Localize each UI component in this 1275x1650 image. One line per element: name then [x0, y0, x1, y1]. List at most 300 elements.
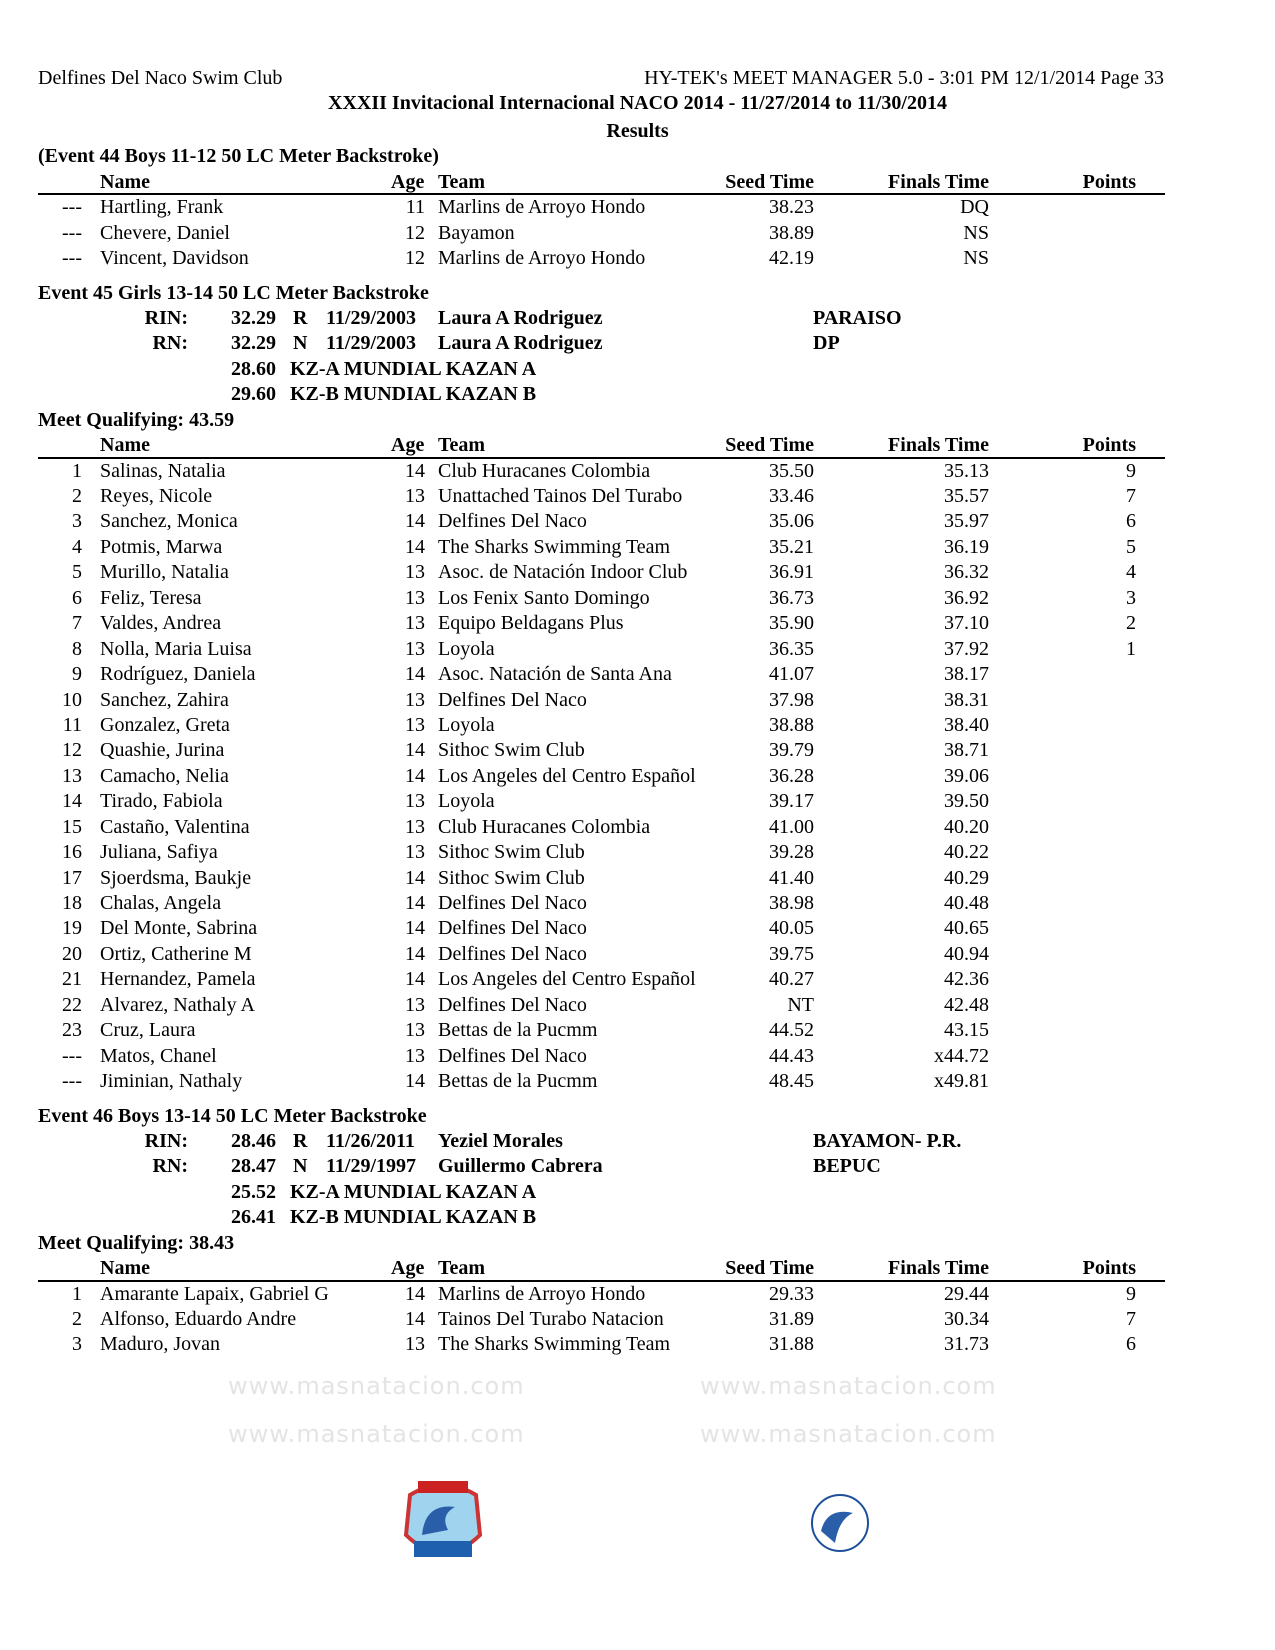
col-team: Team [438, 434, 486, 457]
record-holder: KZ-A MUNDIAL KAZAN A [290, 1180, 537, 1203]
table-row [0, 560, 1275, 585]
place: 11 [62, 713, 82, 736]
table-row [0, 764, 1275, 789]
points: 6 [1126, 1333, 1136, 1356]
record-label: RN: [152, 332, 188, 355]
swimmer-name: Murillo, Natalia [100, 561, 229, 584]
col-points: Points [1082, 170, 1136, 193]
record-row [0, 331, 1275, 356]
finals-time: 40.65 [944, 917, 989, 940]
age: 14 [405, 1070, 425, 1093]
age: 13 [405, 841, 425, 864]
swimmer-name: Cruz, Laura [100, 1019, 196, 1042]
finals-time: 42.36 [944, 968, 989, 991]
team: Bettas de la Pucmm [438, 1070, 598, 1093]
age: 14 [405, 510, 425, 533]
age: 14 [405, 942, 425, 965]
finals-time: DQ [960, 196, 989, 219]
points: 9 [1126, 459, 1136, 482]
age: 14 [405, 764, 425, 787]
seed-time: 40.05 [769, 917, 814, 940]
finals-time: 37.10 [944, 612, 989, 635]
column-header-row [38, 1256, 1165, 1281]
swimmer-name: Camacho, Nelia [100, 764, 229, 787]
table-row [0, 688, 1275, 713]
place: --- [62, 196, 82, 219]
points: 9 [1126, 1282, 1136, 1305]
finals-time: x44.72 [934, 1044, 989, 1067]
meet-qualifying [0, 1231, 1275, 1256]
table-row [0, 866, 1275, 891]
meet-logo [400, 1475, 486, 1577]
team: Delfines Del Naco [438, 510, 587, 533]
table-row [0, 221, 1275, 246]
age: 13 [405, 1044, 425, 1067]
team: Asoc. de Natación Indoor Club [438, 561, 688, 584]
points: 5 [1126, 535, 1136, 558]
col-points: Points [1082, 434, 1136, 457]
age: 11 [405, 196, 425, 219]
finals-time: 40.94 [944, 942, 989, 965]
swimmer-name: Tirado, Fabiola [100, 790, 223, 813]
record-time: 32.29 [231, 306, 276, 329]
table-row [0, 1332, 1275, 1357]
team: Sithoc Swim Club [438, 739, 585, 762]
place: 22 [62, 993, 82, 1016]
table-row [0, 1018, 1275, 1043]
col-age: Age [391, 434, 425, 457]
finals-time: 35.97 [944, 510, 989, 533]
place: 5 [72, 561, 82, 584]
record-row [0, 357, 1275, 382]
table-row [0, 662, 1275, 687]
seed-time: 39.28 [769, 841, 814, 864]
place: 3 [72, 1333, 82, 1356]
age: 13 [405, 713, 425, 736]
col-finals: Finals Time [888, 434, 989, 457]
age: 13 [405, 612, 425, 635]
points: 7 [1126, 1308, 1136, 1330]
record-time: 32.29 [231, 332, 276, 355]
place: 4 [72, 535, 82, 558]
place: 1 [72, 1282, 82, 1305]
results-page [0, 66, 1275, 1358]
team: Bayamon [438, 221, 515, 244]
place: 16 [62, 841, 82, 864]
record-flag: N [293, 332, 308, 355]
event-title-text: Event 46 Boys 13-14 50 LC Meter Backstroke [38, 1104, 427, 1127]
team: Sithoc Swim Club [438, 866, 585, 889]
age: 14 [405, 663, 425, 686]
finals-time: 43.15 [944, 1019, 989, 1042]
club-logo [805, 1485, 875, 1561]
place: 21 [62, 968, 82, 991]
finals-time: 38.31 [944, 688, 989, 711]
swimmer-name: Jiminian, Nathaly [100, 1070, 243, 1093]
swimmer-name: Juliana, Safiya [100, 841, 218, 864]
swimmer-name: Reyes, Nicole [100, 485, 213, 507]
place: 2 [72, 1308, 82, 1330]
team: Asoc. Natación de Santa Ana [438, 663, 672, 686]
record-time: 28.46 [231, 1129, 276, 1152]
table-row [0, 738, 1275, 763]
swimmer-name: Feliz, Teresa [100, 586, 202, 609]
finals-time: x49.81 [934, 1070, 989, 1093]
swimmer-name: Rodríguez, Daniela [100, 663, 256, 686]
place: 10 [62, 688, 82, 711]
record-time: 25.52 [231, 1180, 276, 1203]
seed-time: 31.89 [769, 1308, 814, 1330]
seed-time: 36.28 [769, 764, 814, 787]
points: 7 [1126, 485, 1136, 507]
place: 14 [62, 790, 82, 813]
record-time: 28.47 [231, 1155, 276, 1178]
team: Delfines Del Naco [438, 688, 587, 711]
seed-time: 31.88 [769, 1333, 814, 1356]
place: 2 [72, 485, 82, 507]
swimmer-name: Alvarez, Nathaly A [100, 993, 255, 1016]
record-time: 28.60 [231, 357, 276, 380]
age: 14 [405, 1308, 425, 1330]
place: 8 [72, 637, 82, 660]
finals-time: 40.48 [944, 892, 989, 914]
age: 14 [405, 459, 425, 482]
record-holder: Laura A Rodriguez [438, 332, 603, 355]
swimmer-name: Alfonso, Eduardo Andre [100, 1308, 297, 1330]
finals-time: 40.22 [944, 841, 989, 864]
team: Sithoc Swim Club [438, 841, 585, 864]
record-holder: KZ-A MUNDIAL KAZAN A [290, 357, 537, 380]
swimmer-name: Del Monte, Sabrina [100, 917, 258, 940]
points: 2 [1126, 612, 1136, 635]
record-date: 11/29/2003 [326, 306, 417, 329]
points: 6 [1126, 510, 1136, 533]
finals-time: 36.92 [944, 586, 989, 609]
swimmer-name: Valdes, Andrea [100, 612, 222, 635]
col-name: Name [100, 170, 150, 193]
swimmer-name: Matos, Chanel [100, 1044, 217, 1067]
finals-time: 42.48 [944, 993, 989, 1016]
place: 3 [72, 510, 82, 533]
finals-time: 29.44 [944, 1282, 989, 1305]
age: 13 [405, 688, 425, 711]
record-time: 26.41 [231, 1206, 276, 1229]
swimmer-name: Chevere, Daniel [100, 221, 230, 244]
age: 14 [405, 739, 425, 762]
event-title-text: Event 45 Girls 13-14 50 LC Meter Backstroke [38, 281, 429, 304]
swimmer-name: Gonzalez, Greta [100, 713, 230, 736]
seed-time: 36.73 [769, 586, 814, 609]
table-row [0, 916, 1275, 941]
table-row [0, 1307, 1275, 1332]
age: 14 [405, 535, 425, 558]
age: 14 [405, 866, 425, 889]
record-row [0, 1129, 1275, 1154]
record-holder: KZ-B MUNDIAL KAZAN B [290, 383, 537, 406]
team: Delfines Del Naco [438, 1044, 587, 1067]
seed-time: 37.98 [769, 688, 814, 711]
seed-time: 48.45 [769, 1070, 814, 1093]
table-row [0, 713, 1275, 738]
finals-time: NS [963, 221, 989, 244]
finals-time: 35.13 [944, 459, 989, 482]
age: 14 [405, 968, 425, 991]
col-seed: Seed Time [725, 1257, 814, 1280]
place: --- [62, 1044, 82, 1067]
record-holder: Guillermo Cabrera [438, 1155, 603, 1178]
table-row [0, 1282, 1275, 1307]
table-row [0, 195, 1275, 220]
finals-time: 39.06 [944, 764, 989, 787]
swimmer-name: Potmis, Marwa [100, 535, 223, 558]
age: 14 [405, 917, 425, 940]
watermark: www.masnatacion.com [228, 1420, 525, 1448]
swimmer-name: Chalas, Angela [100, 892, 222, 914]
team: Marlins de Arroyo Hondo [438, 247, 646, 270]
seed-time: 38.88 [769, 713, 814, 736]
finals-time: 39.50 [944, 790, 989, 813]
finals-time: 38.71 [944, 739, 989, 762]
age: 13 [405, 586, 425, 609]
team: Los Angeles del Centro Español [438, 764, 696, 787]
swimmer-name: Hartling, Frank [100, 196, 224, 219]
swimmer-name: Ortiz, Catherine M [100, 942, 252, 965]
place: 13 [62, 764, 82, 787]
age: 13 [405, 815, 425, 838]
seed-time: 38.23 [769, 196, 814, 219]
event-title [0, 281, 1275, 306]
event-section [0, 281, 1275, 1095]
table-row [0, 509, 1275, 534]
swimmer-name: Amarante Lapaix, Gabriel G [100, 1282, 329, 1305]
seed-time: 35.06 [769, 510, 814, 533]
event-title [0, 1104, 1275, 1129]
team: Loyola [438, 790, 495, 813]
team: Los Fenix Santo Domingo [438, 586, 650, 609]
column-header-row [38, 433, 1165, 458]
meet-title: XXXII Invitacional Internacional NACO 2014 - 11/27/2014 to 11/30/2014 [328, 92, 947, 115]
record-team: BAYAMON- P.R. [813, 1129, 962, 1152]
swimmer-name: Salinas, Natalia [100, 459, 226, 482]
swimmer-name: Sanchez, Monica [100, 510, 238, 533]
finals-time: 30.34 [944, 1308, 989, 1330]
col-team: Team [438, 1257, 486, 1280]
watermark: www.masnatacion.com [700, 1420, 997, 1448]
place: 9 [72, 663, 82, 686]
table-row [0, 535, 1275, 560]
seed-time: 38.89 [769, 221, 814, 244]
place: --- [62, 247, 82, 270]
place: 7 [72, 612, 82, 635]
team: The Sharks Swimming Team [438, 535, 671, 558]
age: 13 [405, 485, 425, 507]
team: Delfines Del Naco [438, 917, 587, 940]
record-holder: KZ-B MUNDIAL KAZAN B [290, 1206, 537, 1229]
team: Loyola [438, 713, 495, 736]
seed-time: 44.52 [769, 1019, 814, 1042]
finals-time: NS [963, 247, 989, 270]
place: 17 [62, 866, 82, 889]
record-team: BEPUC [813, 1155, 881, 1178]
age: 13 [405, 637, 425, 660]
table-row [0, 611, 1275, 636]
seed-time: 44.43 [769, 1044, 814, 1067]
place: 15 [62, 815, 82, 838]
swimmer-name: Castaño, Valentina [100, 815, 250, 838]
swimmer-name: Sanchez, Zahira [100, 688, 229, 711]
software-info: HY-TEK's MEET MANAGER 5.0 - 3:01 PM 12/1/2014 Page 33 [644, 67, 1164, 89]
col-seed: Seed Time [725, 170, 814, 193]
meet-qualifying-text: Meet Qualifying: 38.43 [38, 1231, 235, 1254]
seed-time: 39.75 [769, 942, 814, 965]
table-row [0, 484, 1275, 509]
record-date: 11/29/1997 [326, 1155, 417, 1178]
finals-time: 31.73 [944, 1333, 989, 1356]
record-team: DP [813, 332, 840, 355]
record-holder: Yeziel Morales [438, 1129, 563, 1152]
place: 1 [72, 459, 82, 482]
watermark: www.masnatacion.com [700, 1372, 997, 1400]
place: 12 [62, 739, 82, 762]
points: 4 [1126, 561, 1136, 584]
column-header-row [38, 170, 1165, 195]
record-flag: R [293, 306, 308, 329]
table-row [0, 246, 1275, 271]
col-name: Name [100, 434, 150, 457]
record-holder: Laura A Rodriguez [438, 306, 603, 329]
seed-time: 29.33 [769, 1282, 814, 1305]
team: Bettas de la Pucmm [438, 1019, 598, 1042]
col-seed: Seed Time [725, 434, 814, 457]
table-row [0, 637, 1275, 662]
table-row [0, 1069, 1275, 1094]
record-row [0, 306, 1275, 331]
finals-time: 37.92 [944, 637, 989, 660]
event-section [0, 144, 1275, 271]
seed-time: 41.07 [769, 663, 814, 686]
age: 13 [405, 1333, 425, 1356]
points: 1 [1126, 637, 1136, 660]
meet-qualifying-text: Meet Qualifying: 43.59 [38, 408, 235, 431]
team: Unattached Tainos Del Turabo [438, 485, 683, 507]
record-label: RIN: [144, 1129, 188, 1152]
finals-time: 36.19 [944, 535, 989, 558]
table-row [0, 942, 1275, 967]
seed-time: 41.00 [769, 815, 814, 838]
team: Club Huracanes Colombia [438, 459, 651, 482]
record-flag: N [293, 1155, 308, 1178]
place: --- [62, 1070, 82, 1093]
record-time: 29.60 [231, 383, 276, 406]
finals-time: 40.20 [944, 815, 989, 838]
record-date: 11/26/2011 [326, 1129, 415, 1152]
age: 12 [405, 247, 425, 270]
swimmer-name: Maduro, Jovan [100, 1333, 220, 1356]
swimmer-name: Sjoerdsma, Baukje [100, 866, 252, 889]
seed-time: NT [787, 993, 814, 1016]
place: 18 [62, 892, 82, 914]
finals-time: 36.32 [944, 561, 989, 584]
points: 3 [1126, 586, 1136, 609]
results-heading: Results [606, 119, 669, 142]
seed-time: 39.79 [769, 739, 814, 762]
watermark: www.masnatacion.com [228, 1372, 525, 1400]
swimmer-name: Vincent, Davidson [100, 247, 249, 270]
place: 19 [62, 917, 82, 940]
age: 14 [405, 892, 425, 914]
team: Delfines Del Naco [438, 942, 587, 965]
seed-time: 36.91 [769, 561, 814, 584]
record-flag: R [293, 1129, 308, 1152]
col-team: Team [438, 170, 486, 193]
record-date: 11/29/2003 [326, 332, 417, 355]
team: Equipo Beldagans Plus [438, 612, 624, 635]
seed-time: 33.46 [769, 485, 814, 507]
seed-time: 35.21 [769, 535, 814, 558]
swimmer-name: Quashie, Jurina [100, 739, 225, 762]
col-points: Points [1082, 1257, 1136, 1280]
club-name: Delfines Del Naco Swim Club [38, 67, 283, 89]
place: 20 [62, 942, 82, 965]
seed-time: 36.35 [769, 637, 814, 660]
table-row [0, 891, 1275, 916]
record-row [0, 1180, 1275, 1205]
col-finals: Finals Time [888, 170, 989, 193]
age: 12 [405, 221, 425, 244]
team: Delfines Del Naco [438, 993, 587, 1016]
team: Marlins de Arroyo Hondo [438, 196, 646, 219]
col-finals: Finals Time [888, 1257, 989, 1280]
table-row [0, 967, 1275, 992]
col-name: Name [100, 1257, 150, 1280]
record-label: RIN: [144, 306, 188, 329]
team: Marlins de Arroyo Hondo [438, 1282, 646, 1305]
event-title [0, 144, 1275, 169]
meet-qualifying [0, 408, 1275, 433]
swimmer-name: Nolla, Maria Luisa [100, 637, 252, 660]
place: 6 [72, 586, 82, 609]
table-row [0, 993, 1275, 1018]
place: 23 [62, 1019, 82, 1042]
age: 13 [405, 993, 425, 1016]
seed-time: 39.17 [769, 790, 814, 813]
events-container [0, 144, 1275, 1358]
page-header [0, 66, 1275, 91]
team: Los Angeles del Centro Español [438, 968, 696, 991]
place: --- [62, 221, 82, 244]
team: The Sharks Swimming Team [438, 1333, 671, 1356]
team: Tainos Del Turabo Natacion [438, 1308, 664, 1330]
record-row [0, 1205, 1275, 1230]
table-row [0, 586, 1275, 611]
seed-time: 41.40 [769, 866, 814, 889]
team: Club Huracanes Colombia [438, 815, 651, 838]
record-team: PARAISO [813, 306, 902, 329]
age: 13 [405, 561, 425, 584]
table-row [0, 459, 1275, 484]
finals-time: 38.40 [944, 713, 989, 736]
table-row [0, 789, 1275, 814]
age: 14 [405, 1282, 425, 1305]
finals-time: 35.57 [944, 485, 989, 507]
team: Loyola [438, 637, 495, 660]
seed-time: 38.98 [769, 892, 814, 914]
table-row [0, 840, 1275, 865]
record-label: RN: [152, 1155, 188, 1178]
team: Delfines Del Naco [438, 892, 587, 914]
finals-time: 40.29 [944, 866, 989, 889]
age: 13 [405, 790, 425, 813]
